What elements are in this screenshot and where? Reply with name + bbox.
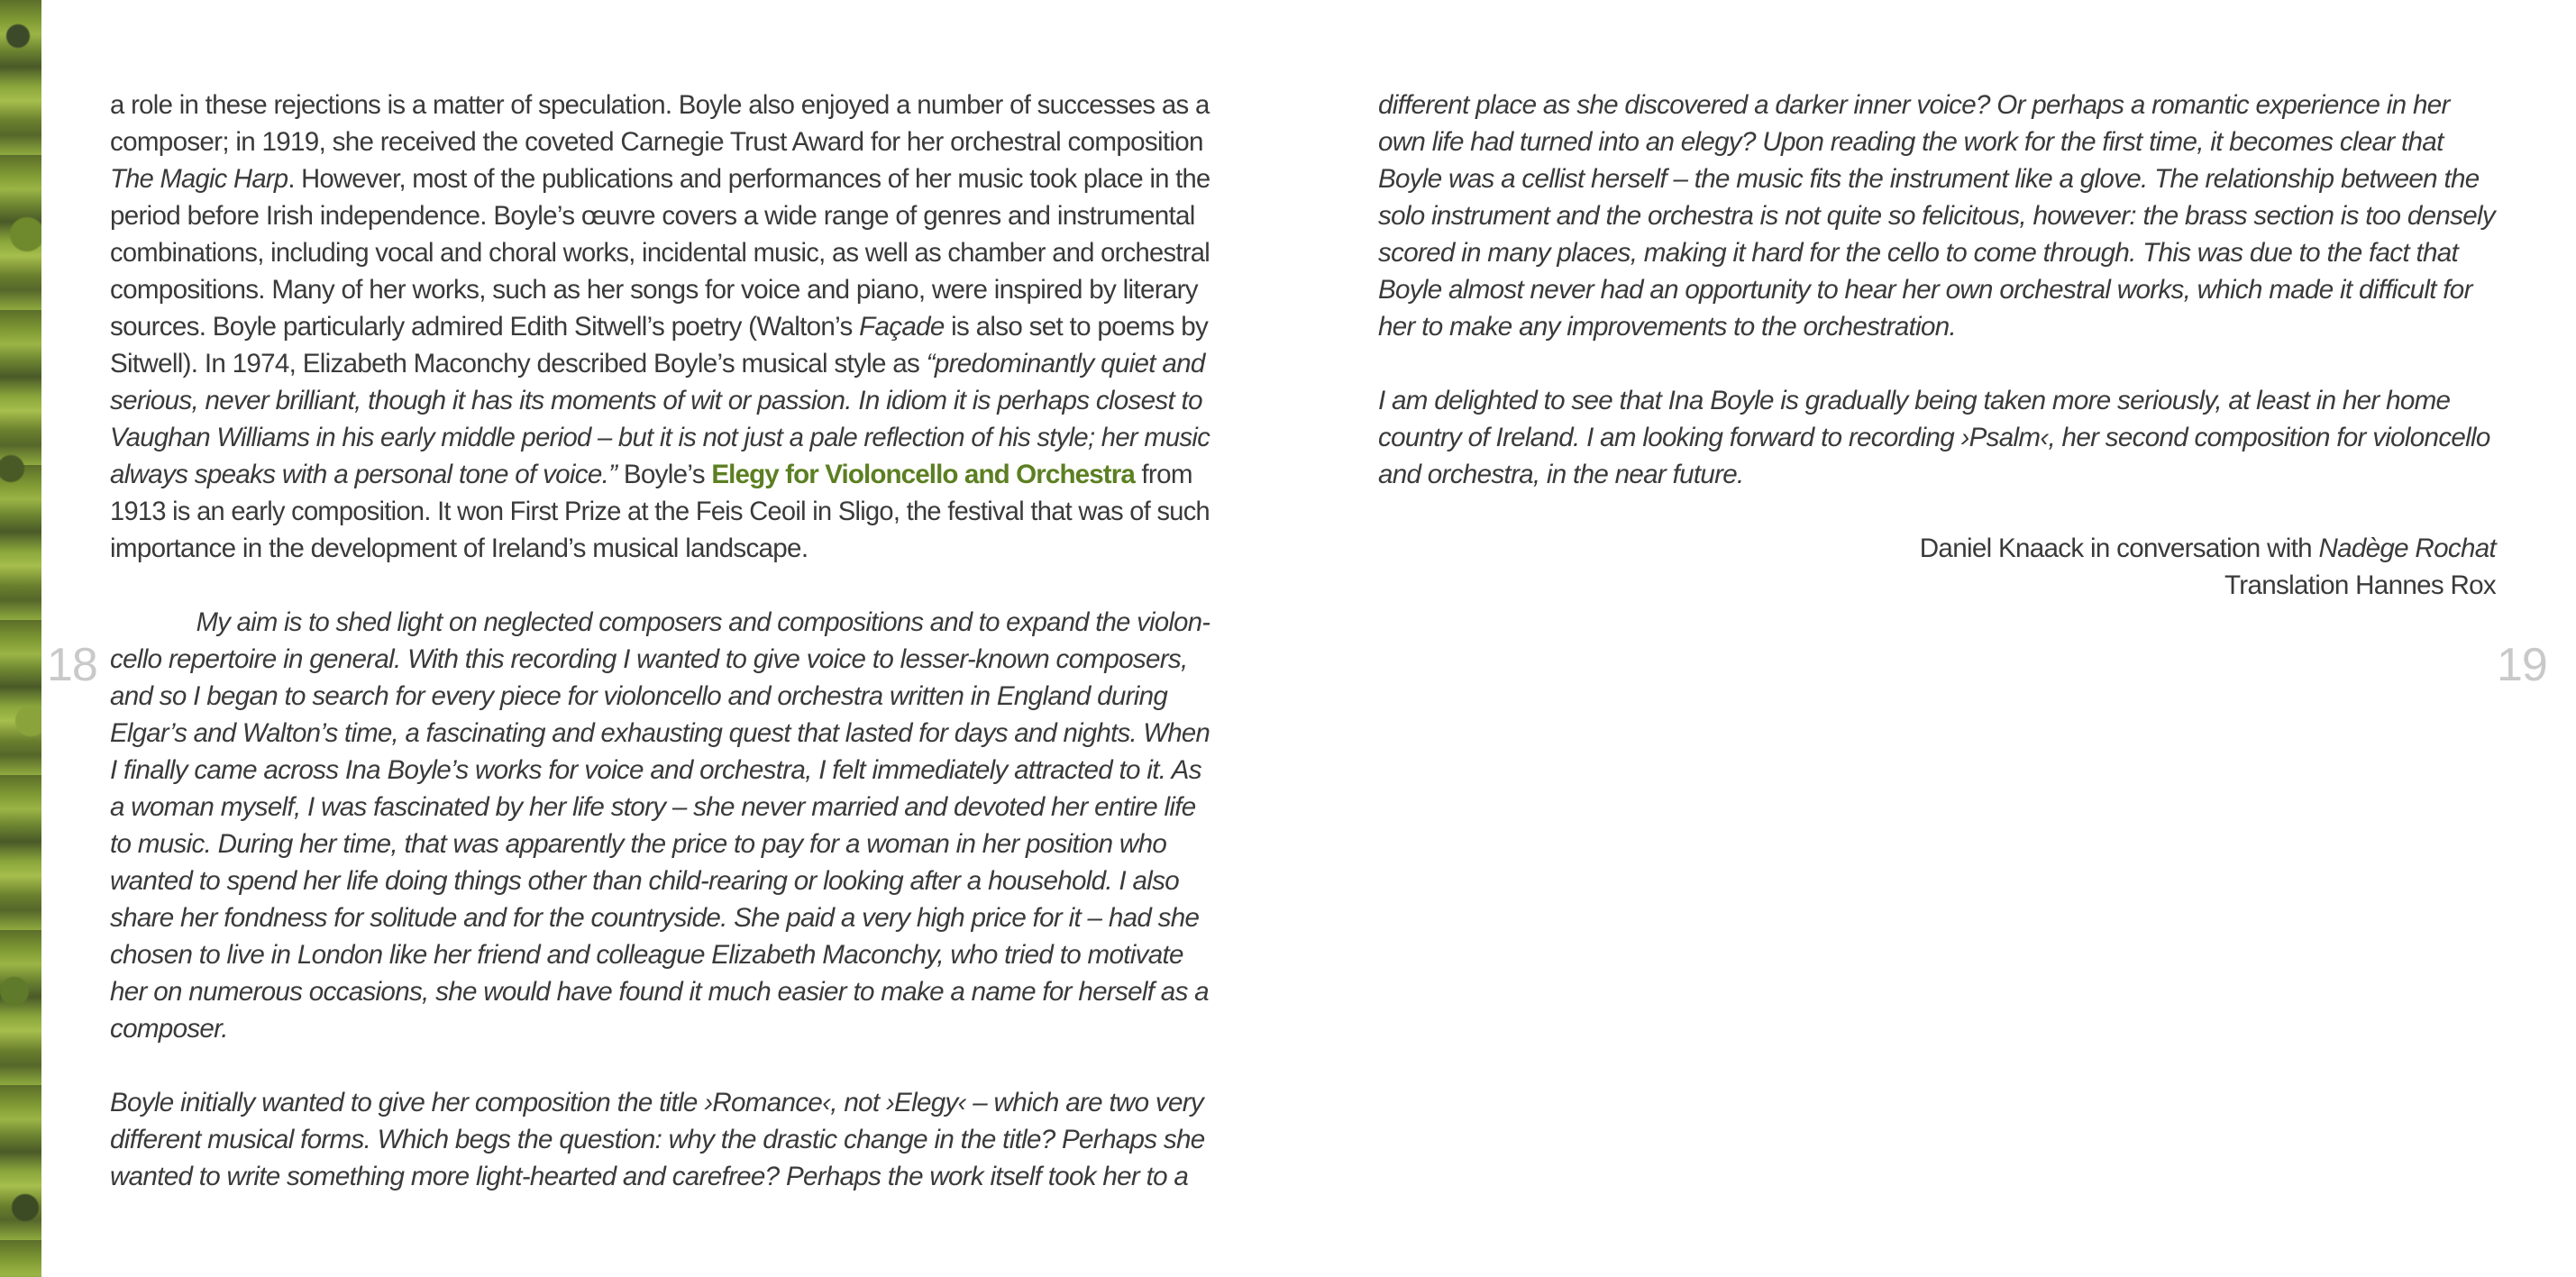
moss-photo-edge [0,0,41,1277]
quote: “predominantly quiet and [926,349,1205,379]
text-line: 1913 is an early composition. It won First Prize at the Feis Ceoil in Sligo, the festival that was of such [110,497,1210,526]
text-line: composer. [110,1014,228,1044]
text-line: own life had turned into an elegy? Upon reading the work for the first time, it becomes clear that [1378,127,2444,157]
interviewee-name: Nadège Rochat [2318,534,2496,563]
text-line: scored in many places, making it hard for the cello to come through. This was due to the fact that [1378,238,2459,268]
text-line: a role in these rejections is a matter of speculation. Boyle also enjoyed a number of successes as a [110,90,1210,120]
paragraph-title-question [110,1084,1210,1195]
text-line: her to make any improvements to the orchestration. [1378,312,1957,342]
text-line: different musical forms. Which begs the question: why the drastic change in the title? Perhaps she [110,1125,1205,1154]
text-line: Boyle initially wanted to give her composition the title ›Romance‹, not ›Elegy‹ – which are two very [110,1088,1203,1117]
right-page [1378,87,2496,604]
paragraph-outlook [1378,382,2496,493]
text-line: importance in the development of Ireland’s musical landscape. [110,534,808,563]
credits [1378,530,2496,604]
work-title: The Magic Harp [110,164,288,194]
paragraph-biography [110,87,1210,567]
text-line: Boyle almost never had an opportunity to hear her own orchestral works, which made it difficult for [1378,275,2472,305]
text-line: and orchestra, in the near future. [1378,460,1744,489]
text-line: combinations, including vocal and choral works, incidental music, as well as chamber and orchestral [110,238,1210,268]
page-number-right: 19 [2497,639,2547,691]
page-number-left: 18 [47,639,97,691]
left-page [110,87,1210,1195]
text-line: different place as she discovered a darker inner voice? Or perhaps a romantic experience in her [1378,90,2450,120]
text-line: The Magic Harp. However, most of the publications and performances of her music took place in the [110,164,1210,194]
text-line: cello repertoire in general. With this recording I wanted to give voice to lesser-known composers, [110,644,1188,674]
text-line: My aim is to shed light on neglected composers and compositions and to expand the violon- [196,607,1210,637]
text-line: solo instrument and the orchestra is not quite so felicitous, however: the brass section is too densely [1378,201,2495,231]
paragraph-elegy-analysis [1378,87,2496,345]
text-line: Elgar’s and Walton’s time, a fascinating and exhausting quest that lasted for days and nights. When [110,718,1210,748]
work-title: Façade [859,312,945,342]
text-line: a woman myself, I was fascinated by her life story – she never married and devoted her entire life [110,792,1196,822]
interview-credit: Daniel Knaack in conversation with Nadège Rochat [1919,534,2496,563]
text-line: her on numerous occasions, she would have found it much easier to make a name for herself as a [110,977,1209,1007]
text-line: and so I began to search for every piece for violoncello and orchestra written in England during [110,681,1168,711]
quote: always speaks with a personal tone of voice.” [110,460,617,489]
quote-line: serious, never brilliant, though it has its moments of wit or passion. In idiom it is perhaps closest to [110,386,1202,415]
text-line: always speaks with a personal tone of voice.” Boyle’s Elegy for Violoncello and Orchestra from [110,460,1192,489]
text-line: share her fondness for solitude and for the countryside. She paid a very high price for it – had she [110,903,1200,933]
text-line: wanted to spend her life doing things other than child-rearing or looking after a household. I also [110,866,1179,896]
quote-line: Vaughan Williams in his early middle period – but it is not just a pale reflection of his style; her music [110,423,1210,452]
text-line: Boyle was a cellist herself – the music fits the instrument like a glove. The relationship between the [1378,164,2480,194]
text-line: I finally came across Ina Boyle’s works for voice and orchestra, I felt immediately attracted to it. As [110,755,1201,785]
text-line: composer; in 1919, she received the coveted Carnegie Trust Award for her orchestral composition [110,127,1203,157]
text-line: sources. Boyle particularly admired Edith Sitwell’s poetry (Walton’s Façade is also set to poems by [110,312,1209,342]
text-line: chosen to live in London like her friend and colleague Elizabeth Maconchy, who tried to motivate [110,940,1183,970]
highlighted-work-title: Elegy for Violoncello and Orchestra [711,460,1135,489]
text-line: period before Irish independence. Boyle’s œuvre covers a wide range of genres and instrumental [110,201,1195,231]
paragraph-interview-aim [110,604,1210,1047]
text-line: Sitwell). In 1974, Elizabeth Maconchy described Boyle’s musical style as “predominantly quiet and [110,349,1205,379]
translation-credit: Translation Hannes Rox [2224,570,2496,600]
text-line: compositions. Many of her works, such as her songs for voice and piano, were inspired by literary [110,275,1198,305]
text-line: country of Ireland. I am looking forward to recording ›Psalm‹, her second composition for violoncello [1378,423,2490,452]
text-line: to music. During her time, that was apparently the price to pay for a woman in her position who [110,829,1167,859]
text-line: wanted to write something more light-hearted and carefree? Perhaps the work itself took her to a [110,1162,1189,1191]
text-line: I am delighted to see that Ina Boyle is gradually being taken more seriously, at least in her home [1378,386,2451,415]
